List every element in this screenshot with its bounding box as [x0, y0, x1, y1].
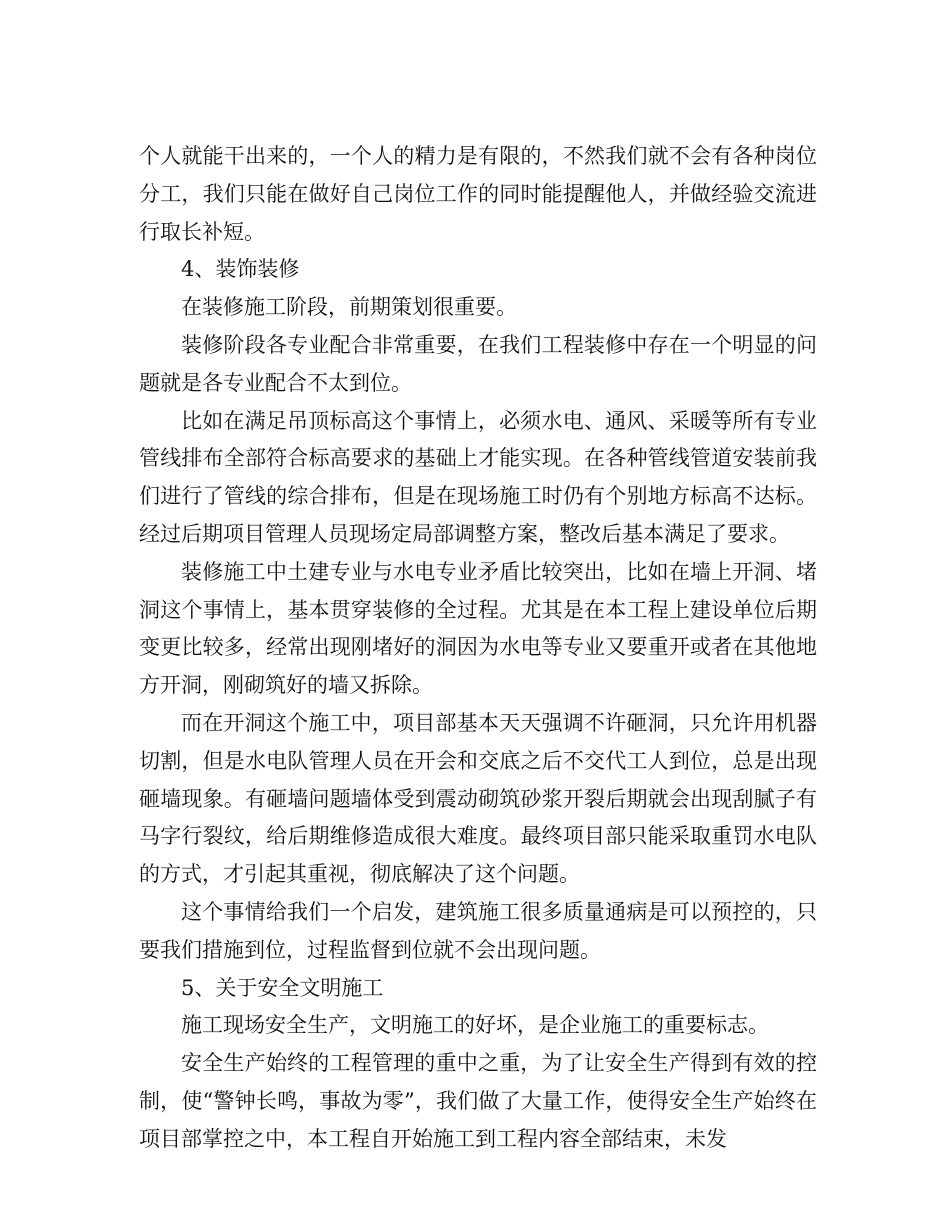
section-heading-safety: 5、关于安全文明施工 [181, 975, 384, 1000]
document-body [139, 138, 817, 1159]
paragraph-7: 这个事情给我们一个启发，建筑施工很多质量通病是可以预控的，只要我们措施到位，过程监督到位就不会出现问题。 [139, 899, 817, 962]
paragraph-4: 比如在满足吊顶标高这个事情上，必须水电、通风、采暖等所有专业管线排布全部符合标高要求的基础上才能实现。在各种管线管道安装前我们进行了管线的综合排布，但是在现场施工时仍有个别地方标高不达标。经过后期项目管理人员现场定局部调整方案，整改后基本满足了要求。 [139, 408, 817, 546]
paragraph-6: 而在开洞这个施工中，项目部基本天天强调不许砸洞，只允许用机器切割，但是水电队管理人员在开会和交底之后不交代工人到位，总是出现砸墙现象。有砸墙问题墙体受到震动砌筑砂浆开裂后期就会出现刮腻子有马字行裂纹，给后期维修造成很大难度。最终项目部只能采取重罚水电队的方式，才引起其重视，彻底解决了这个问题。 [139, 710, 817, 887]
paragraph-8: 施工现场安全生产，文明施工的好坏，是企业施工的重要标志。 [181, 1013, 769, 1038]
paragraph-3: 装修阶段各专业配合非常重要，在我们工程装修中存在一个明显的问题就是各专业配合不太到位。 [139, 332, 817, 395]
section-heading-decoration: 4、装饰装修 [181, 257, 300, 282]
paragraph-5: 装修施工中土建专业与水电专业矛盾比较突出，比如在墙上开洞、堵洞这个事情上，基本贯穿装修的全过程。尤其是在本工程上建设单位后期变更比较多，经常出现刚堵好的洞因为水电等专业又要重开或者在其他地方开洞，刚砌筑好的墙又拆除。 [139, 559, 817, 698]
paragraph-9: 安全生产始终的工程管理的重中之重，为了让安全生产得到有效的控制，使“警钟长鸣，事故为零”，我们做了大量工作，使得安全生产始终在项目部掌控之中，本工程自开始施工到工程内容全部结束，未发 [139, 1051, 817, 1151]
paragraph-1: 个人就能干出来的，一个人的精力是有限的，不然我们就不会有各种岗位分工，我们只能在做好自己岗位工作的同时能提醒他人，并做经验交流进行取长补短。 [139, 144, 817, 244]
paragraph-2: 在装修施工阶段，前期策划很重要。 [181, 295, 517, 320]
